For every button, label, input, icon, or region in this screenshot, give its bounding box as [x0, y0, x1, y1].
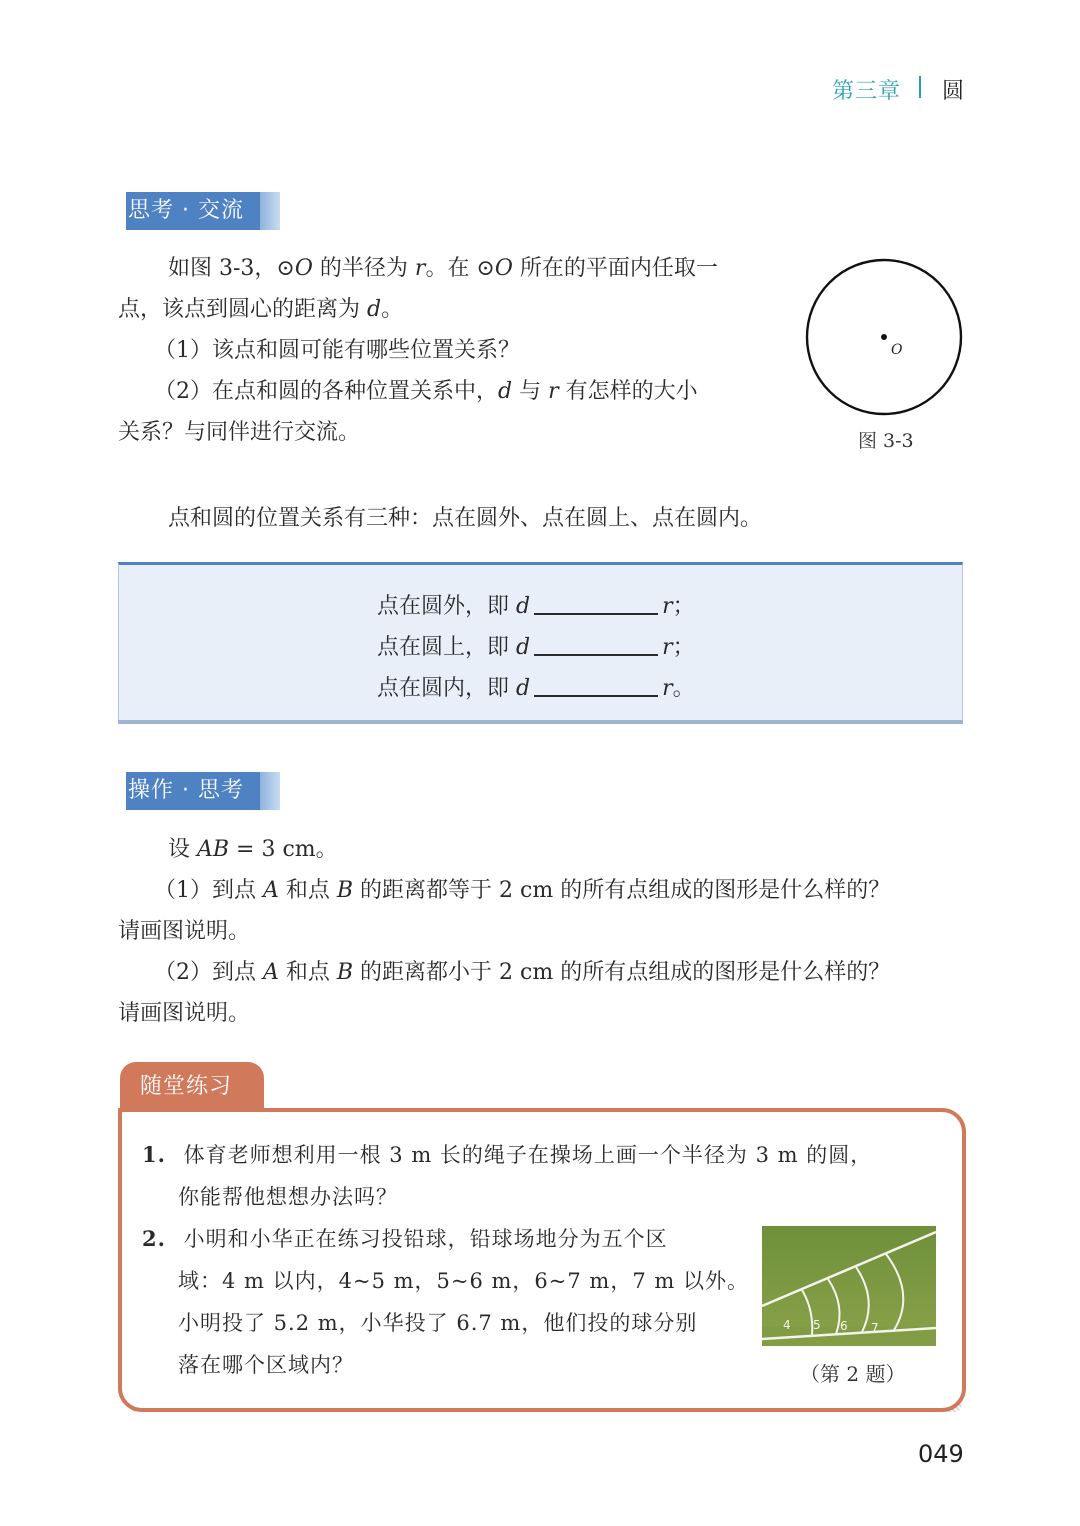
practice-question-1-continued: 你能帮他想想办法吗？	[178, 1185, 398, 1209]
figure-caption: 图 3-3	[858, 430, 914, 452]
paragraph-line	[118, 248, 788, 289]
math-var-r: r	[662, 635, 673, 660]
text-run: ；	[672, 594, 695, 619]
section-tag-operate-think	[118, 772, 280, 810]
summary-text: 点和圆的位置关系有三种：点在圆外、点在圆上、点在圆内。	[168, 506, 763, 531]
question-1	[118, 870, 968, 911]
practice-question-2-line: 域：4 m 以内，4~5 m，5~6 m，6~7 m，7 m 以外。	[178, 1269, 749, 1293]
question-text: 体育老师想利用一根 3 m 长的绳子在操场上画一个半径为 3 m 的圆，	[183, 1143, 873, 1167]
text-run: 所在的平面内任取一	[512, 256, 718, 281]
answer-blank[interactable]	[534, 591, 658, 615]
text-run: 点在圆上，即	[377, 635, 516, 660]
operate-think-text	[118, 829, 968, 1034]
photo-caption: （第 2 题）	[800, 1362, 906, 1386]
answer-blank[interactable]	[534, 632, 658, 656]
chapter-title: 圆	[942, 79, 965, 104]
question-2-continued: 关系？与同伴进行交流。	[118, 420, 361, 445]
math-var-O: O	[294, 256, 313, 281]
zone-label-5: 5	[813, 1318, 821, 1332]
zone-label-6: 6	[840, 1319, 848, 1333]
circle-center-point	[881, 334, 887, 340]
text-run: 点，该点到圆心的距离为	[118, 297, 367, 322]
relation-fill-box	[118, 562, 963, 724]
math-var-d: d	[498, 379, 513, 404]
zone-label-4: 4	[783, 1318, 791, 1332]
page-number: 049	[918, 1440, 964, 1468]
shot-put-field-photo	[762, 1226, 936, 1346]
math-var-O: O	[494, 256, 513, 281]
math-var-B: B	[336, 878, 354, 903]
practice-question-1	[142, 1134, 962, 1176]
text-run: 与	[512, 379, 549, 404]
circle-center-label: O	[891, 342, 903, 358]
section-tag-fade	[260, 192, 280, 230]
question-number: 2.	[142, 1226, 166, 1251]
zone-label-7: 7	[871, 1321, 879, 1335]
practice-question-2	[142, 1218, 668, 1260]
section-tag-think-discuss	[118, 192, 280, 230]
math-var-B: B	[336, 960, 354, 985]
question-number: 1.	[142, 1142, 166, 1167]
text-run: 如图 3-3，⊙	[168, 256, 295, 281]
relation-line-on	[377, 632, 695, 663]
text-run: 。	[381, 297, 404, 322]
section-tag-label: 操作 · 思考	[126, 772, 260, 810]
question-1-continued: 请画图说明。	[118, 919, 251, 944]
text-run: 。	[672, 676, 695, 701]
text-run: 和点	[278, 878, 337, 903]
practice-title-tab: 随堂练习	[120, 1062, 264, 1112]
section-tag-fade	[260, 772, 280, 810]
text-run: 和点	[278, 960, 337, 985]
text-run: 。在 ⊙	[425, 256, 495, 281]
practice-question-2-line: 落在哪个区域内？	[178, 1353, 354, 1377]
relation-line-inside	[377, 673, 695, 704]
text-run: 的半径为	[312, 256, 415, 281]
math-var-r: r	[662, 594, 673, 619]
text-run: 设	[168, 837, 197, 862]
text-run: 点在圆外，即	[377, 594, 516, 619]
setup-line	[118, 829, 968, 870]
question-2-continued: 请画图说明。	[118, 1001, 251, 1026]
question-1: （1）该点和圆可能有哪些位置关系？	[154, 338, 520, 363]
question-2	[118, 371, 788, 412]
text-run: 点在圆内，即	[377, 676, 516, 701]
think-discuss-text	[118, 248, 788, 453]
text-run: = 3 cm。	[229, 837, 338, 862]
math-var-d: d	[516, 594, 531, 619]
section-tag-label: 思考 · 交流	[126, 192, 260, 230]
question-text: 小明和小华正在练习投铅球，铅球场地分为五个区	[183, 1227, 668, 1251]
circle-figure	[803, 256, 967, 420]
math-var-A: A	[263, 960, 279, 985]
math-var-A: A	[263, 878, 279, 903]
math-var-r: r	[414, 256, 426, 281]
text-run: 的距离都等于 2 cm 的所有点组成的图形是什么样的？	[353, 878, 891, 903]
paragraph-line	[118, 289, 788, 330]
practice-question-2-line: 小明投了 5.2 m，小华投了 6.7 m，他们投的球分别	[178, 1311, 698, 1335]
text-run: （1）到点	[154, 878, 263, 903]
text-run: 的距离都小于 2 cm 的所有点组成的图形是什么样的？	[353, 960, 891, 985]
chapter-label: 第三章	[832, 79, 902, 104]
box-bottom-edge	[118, 720, 963, 724]
math-var-d: d	[516, 676, 531, 701]
header-divider	[919, 76, 921, 98]
math-var-r: r	[548, 379, 559, 404]
text-run: ；	[672, 635, 695, 660]
math-var-d: d	[516, 635, 531, 660]
answer-blank[interactable]	[534, 673, 658, 697]
math-var-d: d	[367, 297, 382, 322]
math-var-r: r	[662, 676, 673, 701]
question-2	[118, 952, 968, 993]
text-run: （2）在点和圆的各种位置关系中，	[154, 379, 498, 404]
text-run: （2）到点	[154, 960, 263, 985]
math-var-AB: AB	[197, 837, 230, 862]
relation-line-outside	[377, 591, 695, 622]
text-run: 有怎样的大小	[558, 379, 698, 404]
